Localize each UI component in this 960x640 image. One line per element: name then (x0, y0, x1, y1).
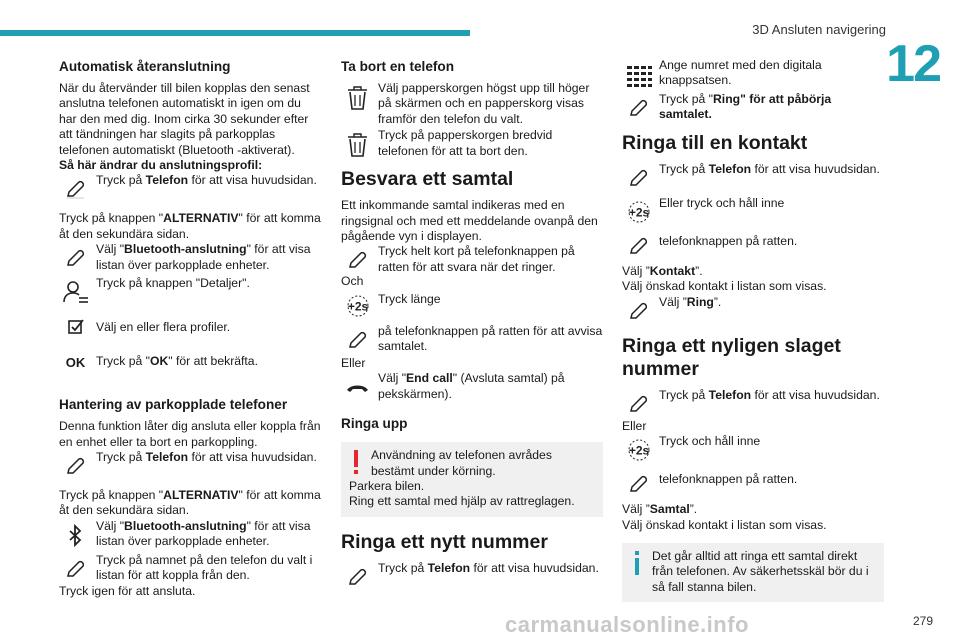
step-tap-phone: Tryck på Telefon för att visa huvudsidan. (341, 561, 603, 594)
paragraph: Denna funktion låter dig ansluta eller koppla från en enhet eller ta bort en parkoppling. (59, 419, 321, 449)
paragraph: Tryck på knappen "ALTERNATIV" för att komma åt den sekundära sidan. (59, 488, 321, 518)
chapter-number: 12 (886, 35, 940, 93)
watermark: carmanualsonline.info (505, 612, 749, 637)
column-3 (622, 58, 884, 602)
two-seconds-icon (341, 290, 374, 323)
svg-text:+2s: +2s (628, 205, 650, 220)
step-ring: Tryck på "Ring" för att påbörja samtalet. (622, 92, 884, 125)
user-details-icon (59, 276, 92, 309)
page-number: 279 (912, 614, 933, 628)
tap-icon (622, 295, 655, 328)
step-reject: på telefonknappen på ratten för att avvisa samtalet. (341, 324, 603, 357)
paragraph: Tryck igen för att ansluta. (59, 583, 196, 598)
info-icon (632, 551, 642, 577)
section-heading-paired-phones: Hantering av parkopplade telefoner (59, 397, 288, 413)
warning-box: Användning av telefonen avrådes bestämt under körning. Parkera bilen. Ring ett samtal med hjälp av rattreglagen. (341, 442, 603, 517)
two-seconds-icon (622, 196, 655, 229)
tap-icon (59, 173, 92, 206)
tap-icon (622, 162, 655, 195)
paragraph: Välj önskad kontakt i listan som visas. (622, 517, 827, 532)
step-long-press: +2s Tryck länge (341, 290, 603, 323)
tap-icon (622, 92, 655, 125)
step-ok: OK Tryck på "OK" för att bekräfta. (59, 346, 321, 381)
paragraph: Och (341, 274, 364, 289)
section-heading-answer-call: Besvara ett samtal (341, 168, 514, 191)
step-tap-phone: Tryck på Telefon för att visa huvudsidan. (622, 388, 884, 421)
paragraph-bold: Så här ändrar du anslutningsprofil: (59, 158, 263, 173)
svg-text:+2s: +2s (628, 443, 650, 458)
step-details: Tryck på knappen "Detaljer". (59, 276, 321, 309)
checkbox-edit-icon (59, 310, 92, 343)
paragraph: Välj ”Kontakt”. (622, 264, 703, 278)
paragraph: Eller (622, 418, 647, 433)
step-end-call: Välj "End call" (Avsluta samtal) på pekskärmen). (341, 371, 603, 404)
ok-button-icon: OK (65, 355, 86, 371)
paragraph: Välj ”Samtal”. (622, 502, 698, 517)
section-heading-delete-phone: Ta bort en telefon (341, 59, 455, 74)
tap-icon (59, 553, 92, 586)
keypad-icon (622, 58, 655, 91)
step-bluetooth: Välj "Bluetooth-anslutning" för att visa listan över parkopplade enheter. (59, 242, 321, 275)
svg-text:+2s: +2s (347, 299, 369, 314)
column-1 (59, 58, 321, 599)
tap-icon (622, 230, 655, 263)
tap-icon (341, 561, 374, 594)
hang-up-icon (341, 371, 374, 404)
section-heading-auto-reconnect: Automatisk återanslutning (59, 59, 231, 74)
paragraph: Ett inkommande samtal indikeras med en ringsignal och med ett meddelande ovanpå den pågående vyn i displayen. (341, 198, 598, 244)
step-tap-phone: Tryck på Telefon för att visa huvudsidan. (59, 173, 321, 206)
step-wheel-button: telefonknappen på ratten. (622, 230, 884, 263)
tap-icon (622, 468, 655, 501)
step-wheel-button: telefonknappen på ratten. (622, 468, 884, 501)
paragraph: Eller (341, 355, 366, 370)
tap-icon (59, 242, 92, 275)
step-tap-phone: Tryck på Telefon för att visa huvudsidan. (622, 162, 884, 195)
step-trash-select: Välj papperskorgen högst upp till höger på skärmen och en papperskorg visas framför den telefon du valt. (341, 81, 603, 127)
step-profiles: Välj en eller flera profiler. (59, 310, 321, 345)
tap-icon (59, 450, 92, 483)
tap-icon (622, 388, 655, 421)
step-tap-phone: Tryck på Telefon för att visa huvudsidan. (59, 450, 321, 483)
step-short-press: Tryck helt kort på telefonknappen på ratten för att svara när det ringer. (341, 244, 603, 277)
trash-icon (341, 81, 374, 114)
section-heading-new-number: Ringa ett nytt nummer (341, 530, 548, 553)
section-heading-call: Ringa upp (341, 416, 408, 432)
column-2 (341, 58, 603, 595)
two-seconds-icon (622, 434, 655, 467)
running-header: 3D Ansluten navigering (752, 22, 886, 37)
bluetooth-icon (59, 519, 92, 552)
step-long-press: +2s Eller tryck och håll inne (622, 196, 884, 229)
step-select-ring: Välj ”Ring”. (622, 295, 884, 328)
step-long-press: +2s Tryck och håll inne (622, 434, 884, 467)
section-heading-recent-number: Ringa ett nyligen slaget nummer (622, 334, 841, 380)
step-bluetooth: Välj "Bluetooth-anslutning" för att visa listan över parkopplade enheter. (59, 519, 321, 552)
warning-icon (351, 450, 361, 476)
trash-icon (341, 128, 374, 161)
tap-icon (341, 324, 374, 357)
step-trash-delete: Tryck på papperskorgen bredvid telefonen för att ta bort den. (341, 128, 603, 161)
section-heading-call-contact: Ringa till en kontakt (622, 132, 808, 154)
info-box: Det går alltid att ringa ett samtal direkt från telefonen. Av säkerhetsskäl bör du i så fall stanna bilen. (622, 543, 884, 602)
paragraph: Välj önskad kontakt i listan som visas. (622, 279, 827, 294)
paragraph: När du återvänder till bilen kopplas den senast anslutna telefonen automatiskt in igen om du har den med dig. Inom cirka 30 sekunder efter att tändningen har slagits på parkopplas telefonen automatiskt (Bluetooth -aktiverat). (59, 81, 310, 157)
header-accent-bar (0, 30, 470, 36)
paragraph: Tryck på knappen "ALTERNATIV" för att komma åt den sekundära sidan. (59, 211, 321, 241)
tap-icon (341, 244, 374, 277)
step-keypad: Ange numret med den digitala knappsatsen. (622, 58, 884, 91)
step-disconnect: Tryck på namnet på den telefon du valt i listan för att koppla från den. (59, 553, 321, 586)
